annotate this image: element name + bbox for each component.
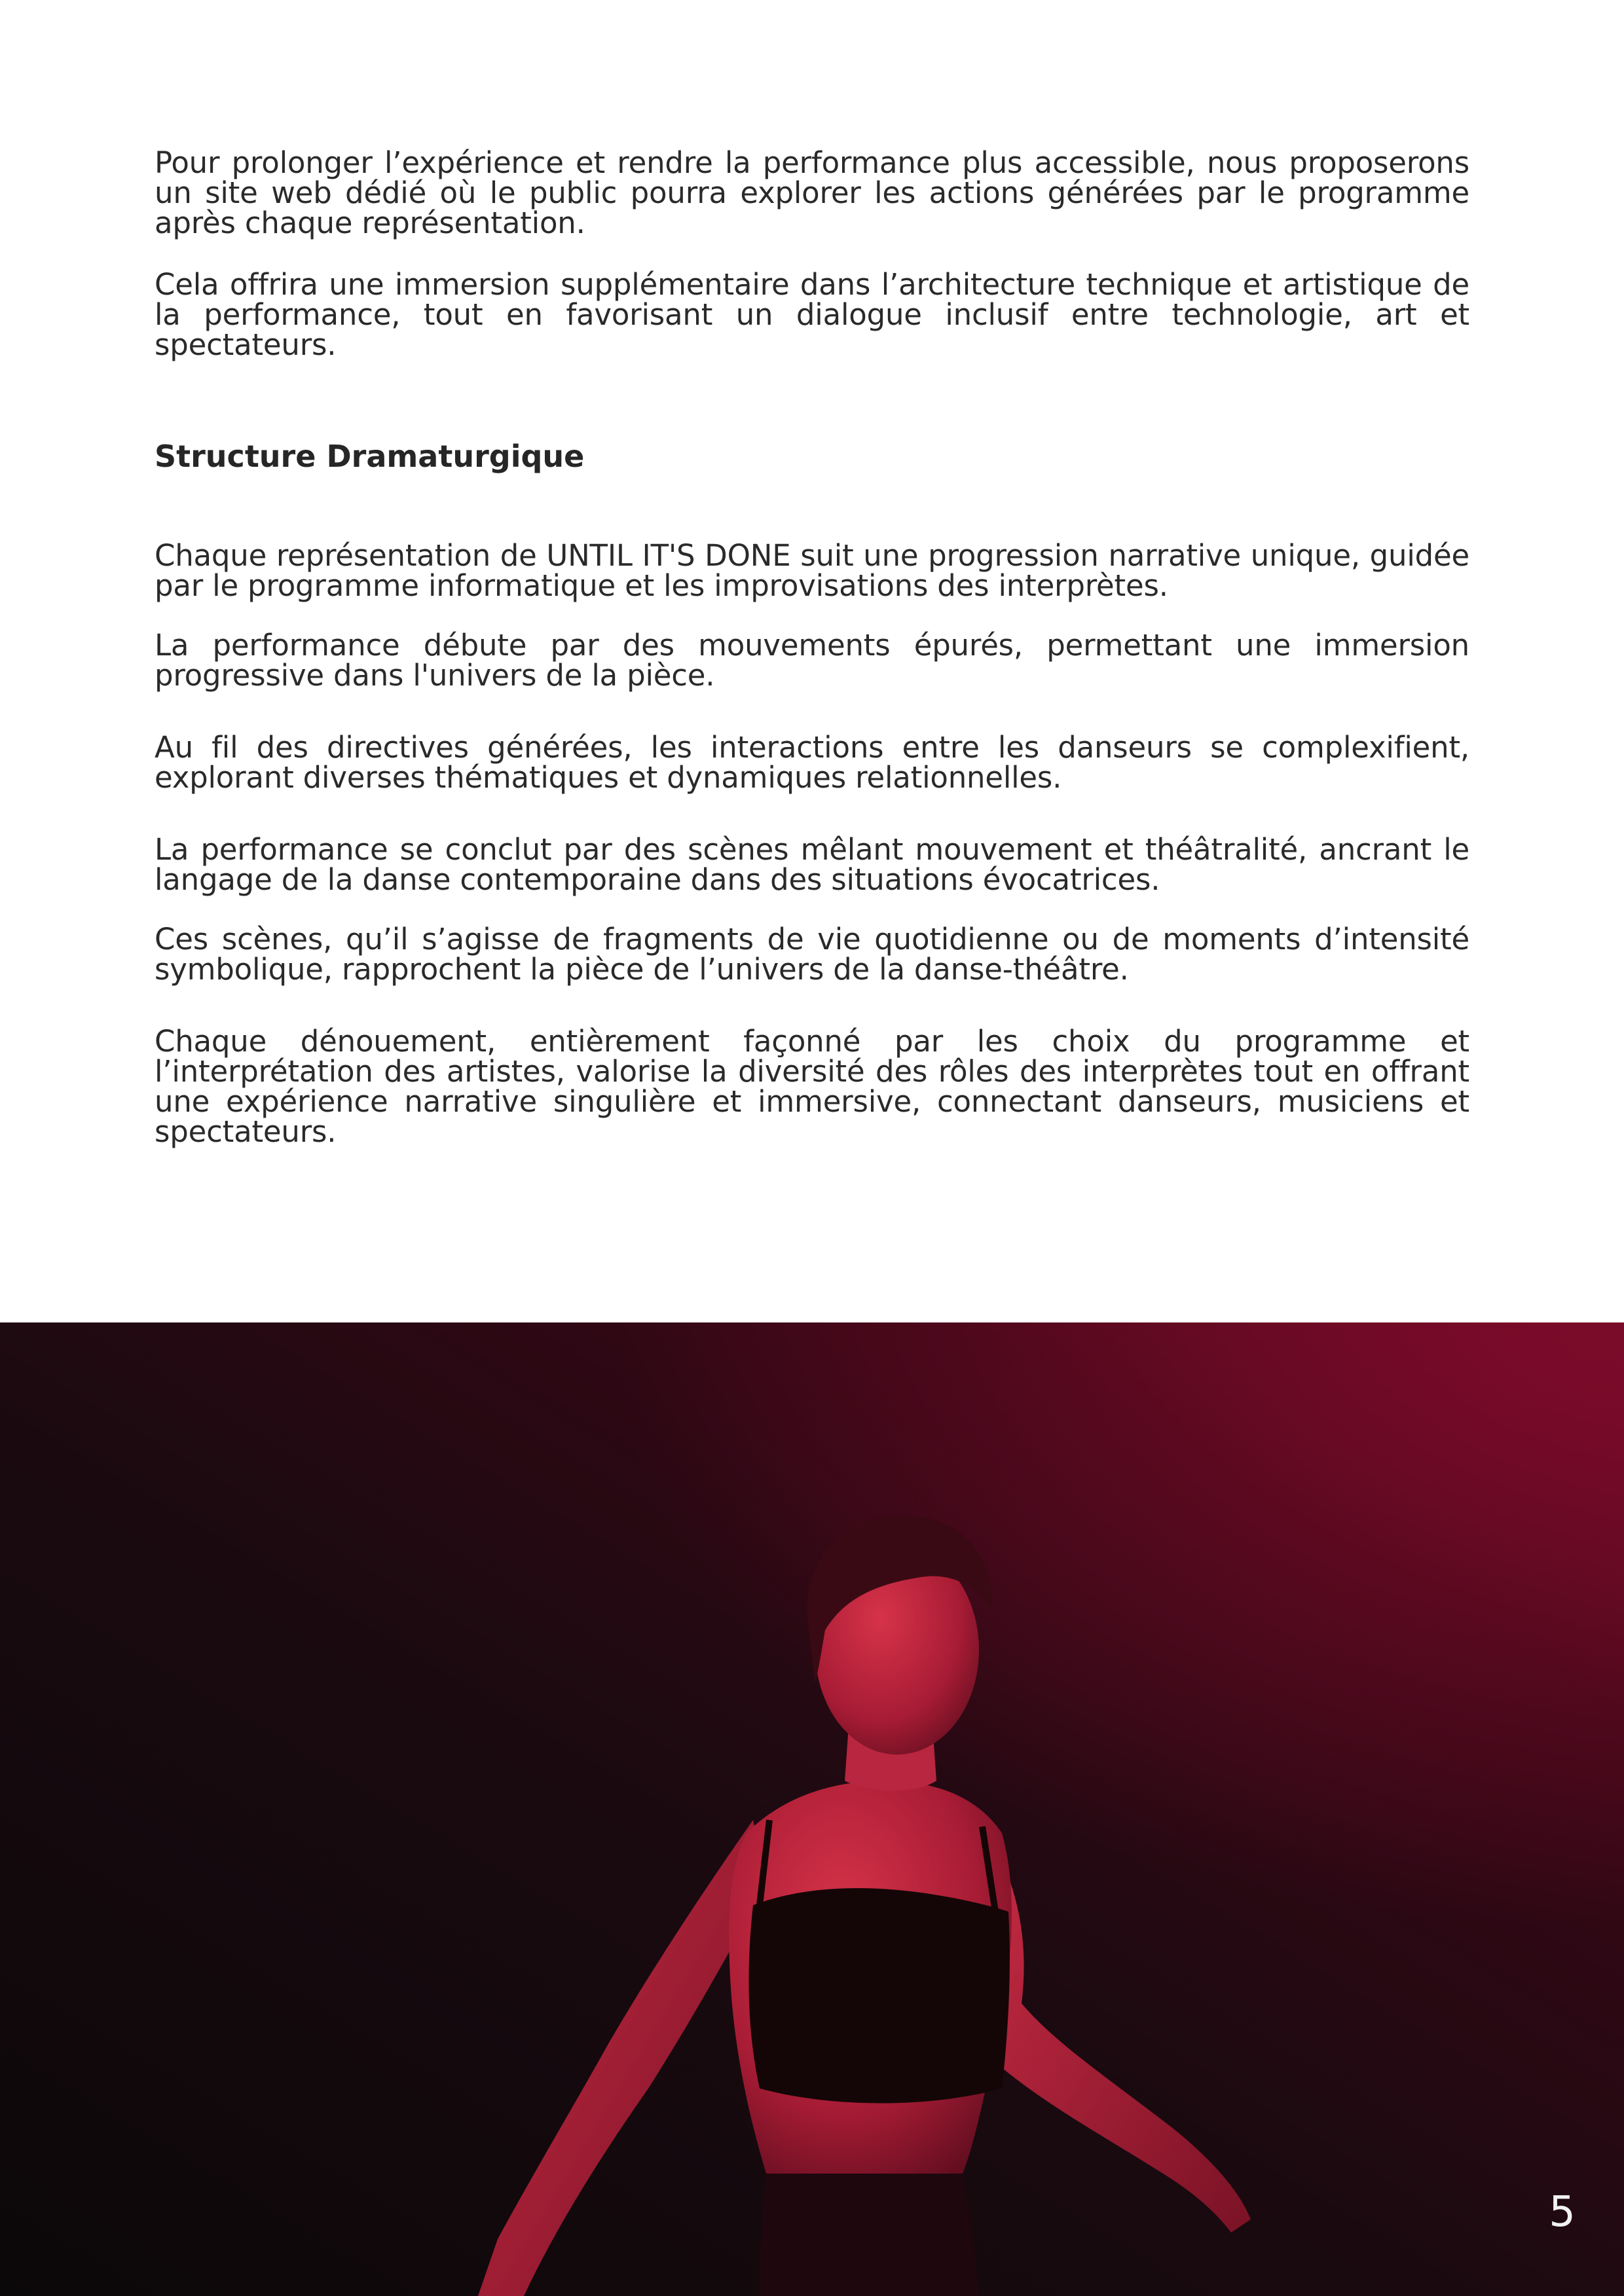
structure-paragraph-3: Au fil des directives générées, les interactions entre les danseurs se complexifient, explorant diverses thématiques et dynamiques relationnelles. (155, 730, 1469, 795)
structure-paragraph-1: Chaque représentation de UNTIL IT'S DONE suit une progression narrative unique, guidée par le programme informatique et les improvisations des interprètes. (155, 538, 1469, 603)
dancer-top (748, 1888, 1010, 2103)
structure-paragraph-4: La performance se conclut par des scènes mêlant mouvement et théâtralité, ancrant le langage de la danse contemporaine dans des situations évocatrices. (155, 832, 1469, 897)
intro-paragraph-2: Cela offrira une immersion supplémentaire dans l’architecture technique et artistique de la performance, tout en favorisant un dialogue inclusif entre technologie, art et spectateurs. (155, 267, 1469, 362)
dancer-photo (0, 1322, 1624, 2296)
structure-paragraph-6: Chaque dénouement, entièrement façonné par les choix du programme et l’interprétation des artistes, valorise la diversité des rôles des interprètes tout en offrant une expérience narrative singulière et immersive, connectant danseurs, musiciens et spectateurs. (155, 1024, 1469, 1149)
section-heading: Structure Dramaturgique (155, 439, 585, 474)
dancer-lower (760, 2174, 979, 2296)
structure-paragraph-5: Ces scènes, qu’il s’agisse de fragments de vie quotidienne ou de moments d’intensité symbolique, rapprochent la pièce de l’univers de la danse-théâtre. (155, 922, 1469, 987)
page-number: 5 (1549, 2188, 1576, 2236)
heading-block (155, 440, 1469, 473)
intro-section (155, 145, 1469, 362)
intro-paragraph-1: Pour prolonger l’expérience et rendre la performance plus accessible, nous proposerons un site web dédié où le public pourra explorer les actions générées par le programme après chaque représentation. (155, 145, 1469, 240)
structure-paragraph-2: La performance débute par des mouvements épurés, permettant une immersion progressive dans l'univers de la pièce. (155, 628, 1469, 693)
structure-section (155, 538, 1469, 1149)
